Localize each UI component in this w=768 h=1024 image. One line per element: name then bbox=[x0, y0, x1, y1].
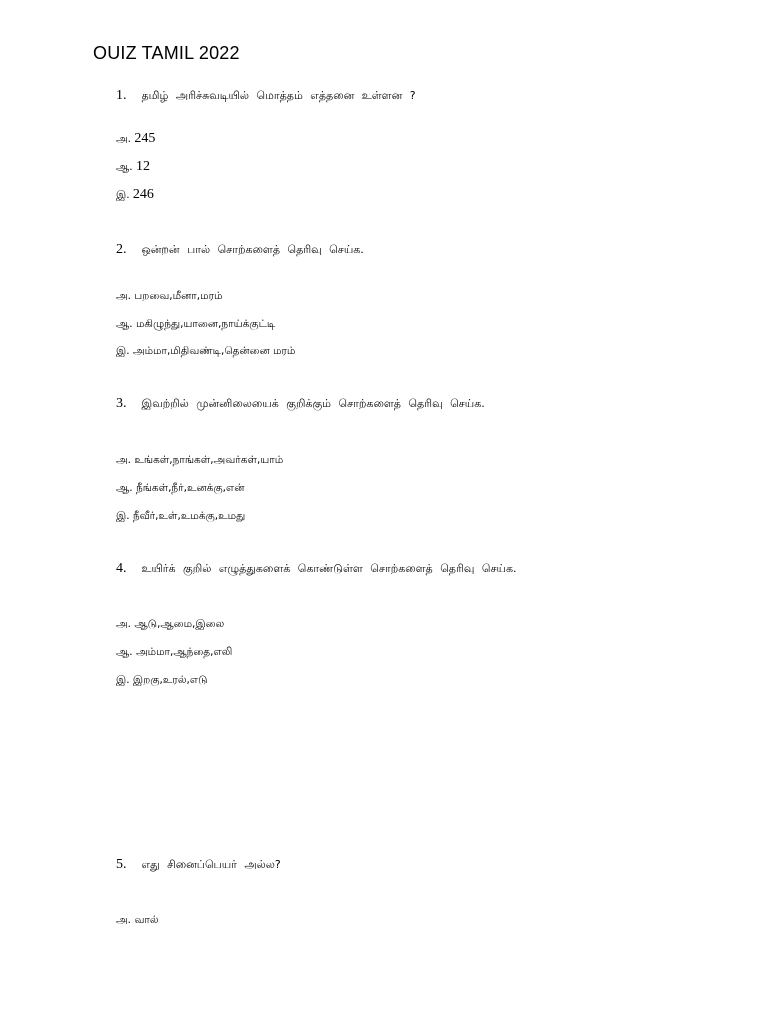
question-text: எது சினைப்பெயர் அல்ல? bbox=[141, 858, 281, 871]
question-2 bbox=[116, 243, 364, 257]
question-5 bbox=[116, 858, 281, 872]
option-prefix: ஆ. bbox=[116, 646, 133, 658]
option-text: பறவை,மீனா,மரம் bbox=[134, 290, 223, 302]
option-prefix: ஆ. bbox=[116, 482, 133, 494]
option-text: நீவீர்,உள்,உமக்கு,உமது bbox=[132, 510, 246, 522]
option-1b bbox=[116, 160, 150, 174]
option-4c bbox=[116, 673, 207, 687]
option-prefix: இ. bbox=[116, 674, 130, 686]
option-prefix: அ. bbox=[116, 618, 132, 630]
option-text: அம்மா,ஆந்தை,எலி bbox=[135, 646, 233, 658]
option-2b bbox=[116, 317, 275, 331]
option-3a bbox=[116, 453, 283, 467]
question-number: 2. bbox=[116, 242, 127, 257]
option-prefix: அ. bbox=[116, 133, 132, 145]
option-3c bbox=[116, 509, 245, 523]
option-text: உங்கள்,நாங்கள்,அவர்கள்,யாம் bbox=[134, 454, 284, 466]
option-prefix: இ. bbox=[116, 345, 130, 357]
question-3 bbox=[116, 397, 485, 411]
option-text: 12 bbox=[135, 159, 150, 174]
question-text: தமிழ் அரிச்சுவடியில் மொத்தம் எத்தனை உள்ளன ? bbox=[141, 89, 416, 102]
option-text: ஆடு,ஆமை,இலை bbox=[134, 618, 225, 630]
option-3b bbox=[116, 481, 244, 495]
question-text: ஒன்றன் பால் சொற்களைத் தெரிவு செய்க. bbox=[141, 243, 364, 256]
option-4b bbox=[116, 645, 232, 659]
option-text: அம்மா,மிதிவண்டி,தென்னை மரம் bbox=[132, 345, 296, 357]
question-number: 1. bbox=[116, 88, 127, 103]
option-1c bbox=[116, 188, 154, 202]
option-5a bbox=[116, 913, 159, 927]
question-text: இவற்றில் முன்னிலையைக் குறிக்கும் சொற்களைத் தெரிவு செய்க. bbox=[141, 397, 485, 410]
option-text: 245 bbox=[134, 131, 156, 146]
option-text: வால் bbox=[134, 914, 159, 926]
question-4 bbox=[116, 562, 517, 576]
option-2a bbox=[116, 289, 222, 303]
question-number: 3. bbox=[116, 396, 127, 411]
question-text: உயிர்க் குறில் எழுத்துகளைக் கொண்டுள்ள சொற்களைத் தெரிவு செய்க. bbox=[141, 562, 517, 575]
option-text: 246 bbox=[132, 187, 154, 202]
question-number: 5. bbox=[116, 857, 127, 872]
option-prefix: அ. bbox=[116, 914, 132, 926]
page-title: OUIZ TAMIL 2022 bbox=[93, 43, 240, 63]
question-number: 4. bbox=[116, 561, 127, 576]
option-prefix: ஆ. bbox=[116, 318, 133, 330]
option-prefix: இ. bbox=[116, 510, 130, 522]
option-prefix: அ. bbox=[116, 454, 132, 466]
option-4a bbox=[116, 617, 224, 631]
option-text: இறகு,உரல்,எடு bbox=[132, 674, 208, 686]
option-2c bbox=[116, 344, 295, 358]
option-text: மகிழுந்து,யானை,நாய்க்குட்டி bbox=[135, 318, 276, 330]
question-1 bbox=[116, 89, 416, 103]
option-1a bbox=[116, 132, 155, 146]
option-prefix: ஆ. bbox=[116, 161, 133, 173]
option-prefix: இ. bbox=[116, 189, 130, 201]
option-text: நீங்கள்,நீர்,உனக்கு,என் bbox=[135, 482, 245, 494]
option-prefix: அ. bbox=[116, 290, 132, 302]
